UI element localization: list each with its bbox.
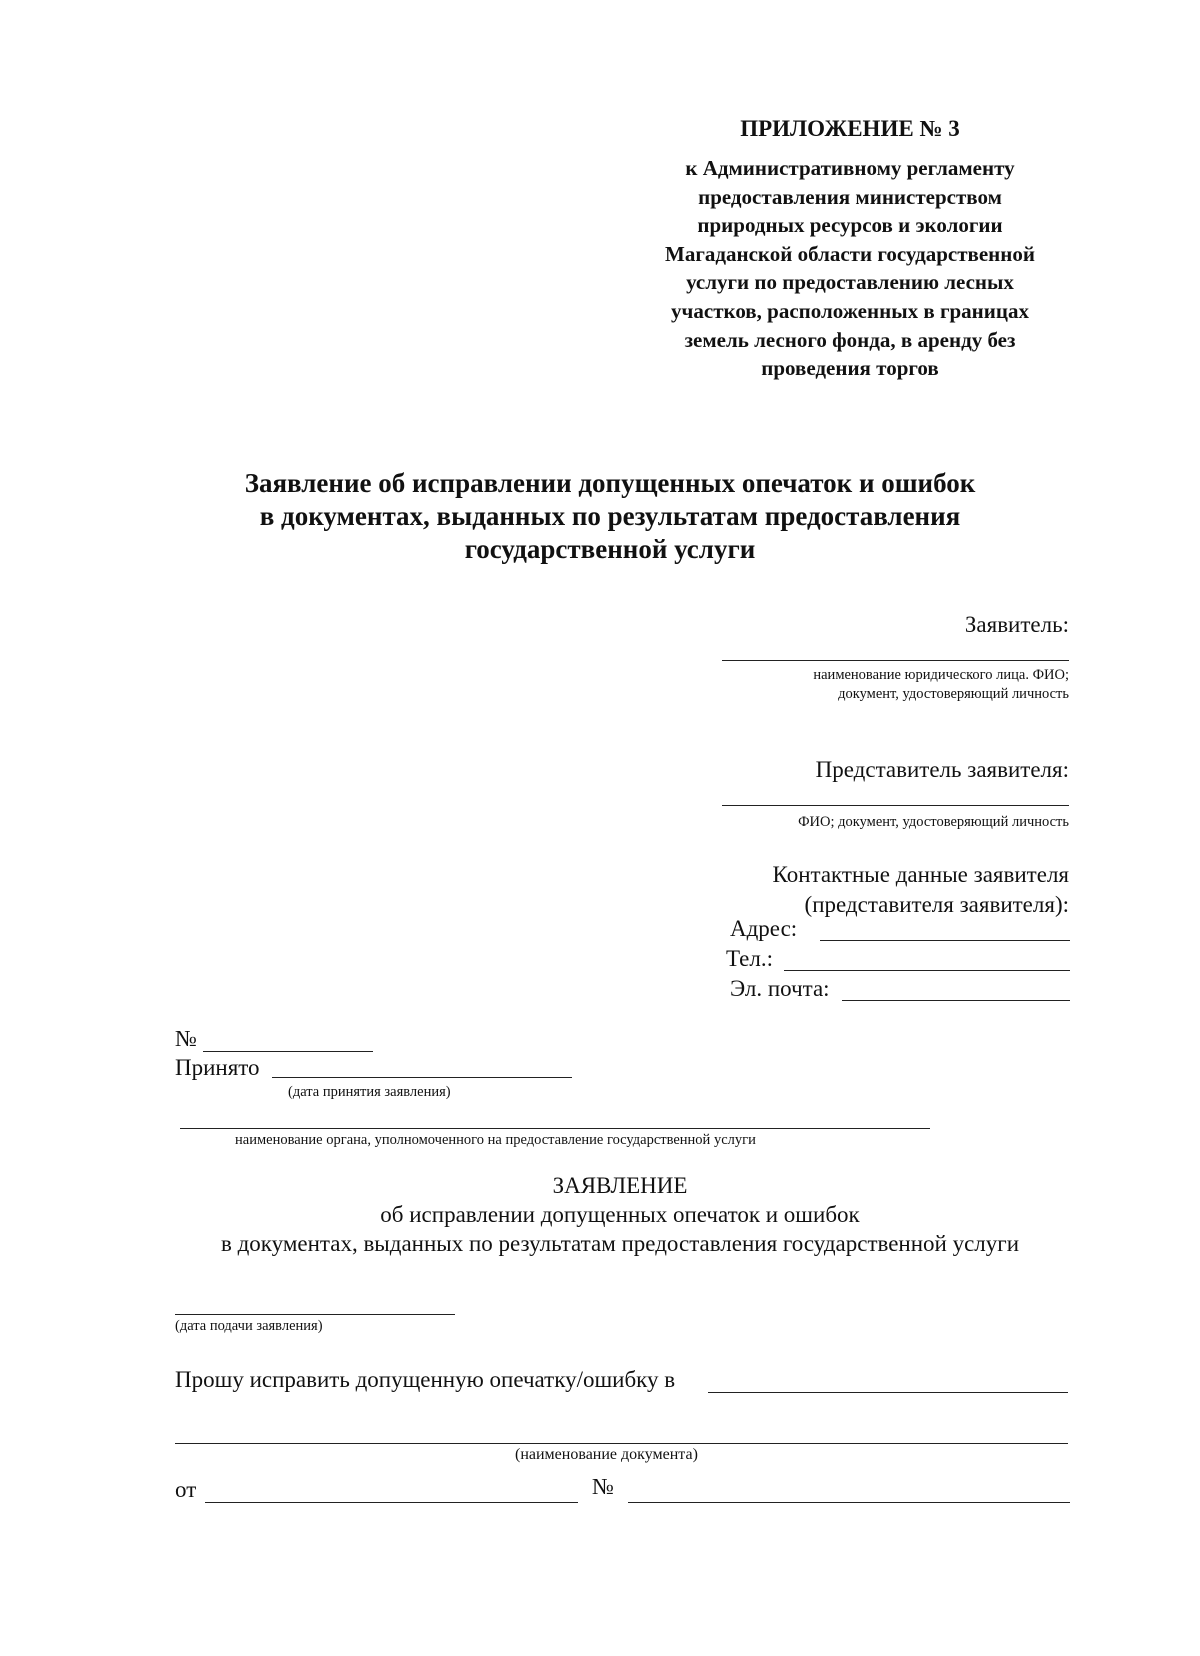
declaration-line: в документах, выданных по результатам предоставления государственной услуги — [220, 1231, 1020, 1256]
appendix-line: земель лесного фонда, в аренду без — [684, 327, 1016, 352]
contacts-heading-line: Контактные данные заявителя — [772, 862, 1069, 887]
phone-label: Тел.: — [726, 946, 773, 971]
accepted-date-field[interactable] — [272, 1077, 572, 1078]
from-label: от — [175, 1477, 197, 1502]
appendix-line: проведения торгов — [761, 356, 939, 381]
registration-number-label: № — [175, 1026, 197, 1051]
appendix-title: ПРИЛОЖЕНИЕ № 3 — [740, 116, 960, 141]
form-title-line: государственной услуги — [464, 534, 756, 564]
authority-caption: наименование органа, уполномоченного на предоставление государственной услуги — [235, 1132, 756, 1148]
applicant-field[interactable] — [722, 660, 1069, 661]
form-title — [120, 467, 1100, 566]
document-caption: (наименование документа) — [515, 1446, 698, 1463]
applicant-caption-line: наименование юридического лица. ФИО; — [813, 667, 1069, 683]
form-title-line: Заявление об исправлении допущенных опечаток и ошибок — [244, 468, 976, 498]
email-field[interactable] — [842, 1000, 1070, 1001]
declaration-heading — [120, 1171, 1120, 1258]
phone-field[interactable] — [784, 970, 1070, 971]
appendix-line: услуги по предоставлению лесных — [686, 270, 1014, 295]
email-label: Эл. почта: — [730, 976, 830, 1001]
appendix-line: участков, расположенных в границах — [671, 298, 1029, 323]
contacts-heading-line: (представителя заявителя): — [804, 892, 1069, 917]
representative-field[interactable] — [722, 805, 1069, 806]
appendix-subtitle — [580, 154, 1120, 383]
request-text: Прошу исправить допущенную опечатку/ошибку в — [175, 1367, 676, 1392]
submission-date-field[interactable] — [175, 1314, 455, 1315]
representative-caption: ФИО; документ, удостоверяющий личность — [798, 814, 1069, 830]
address-field[interactable] — [820, 940, 1070, 941]
contacts-heading — [773, 860, 1069, 920]
appendix-line: природных ресурсов и экологии — [697, 213, 1003, 238]
doc-number-field[interactable] — [628, 1502, 1070, 1503]
from-date-field[interactable] — [205, 1502, 578, 1503]
form-title-line: в документах, выданных по результатам предоставления — [259, 501, 961, 531]
authority-field[interactable] — [180, 1128, 930, 1129]
appendix-line: к Административному регламенту — [685, 156, 1015, 180]
submission-date-caption: (дата подачи заявления) — [175, 1318, 323, 1334]
request-document-field[interactable] — [708, 1392, 1068, 1393]
applicant-caption-line: документ, удостоверяющий личность — [838, 686, 1069, 702]
request-document-field-cont[interactable] — [175, 1443, 1068, 1444]
appendix-line: Магаданской области государственной — [665, 241, 1035, 266]
doc-number-label: № — [592, 1474, 614, 1499]
declaration-line: об исправлении допущенных опечаток и ошибок — [380, 1202, 860, 1227]
accepted-label: Принято — [175, 1055, 260, 1080]
address-label: Адрес: — [730, 916, 798, 941]
registration-number-field[interactable] — [203, 1051, 373, 1052]
applicant-label: Заявитель: — [964, 612, 1069, 637]
representative-label: Представитель заявителя: — [815, 757, 1069, 782]
declaration-title: ЗАЯВЛЕНИЕ — [552, 1173, 688, 1198]
appendix-line: предоставления министерством — [698, 184, 1002, 209]
applicant-caption — [813, 666, 1069, 704]
accepted-date-caption: (дата принятия заявления) — [288, 1084, 451, 1100]
